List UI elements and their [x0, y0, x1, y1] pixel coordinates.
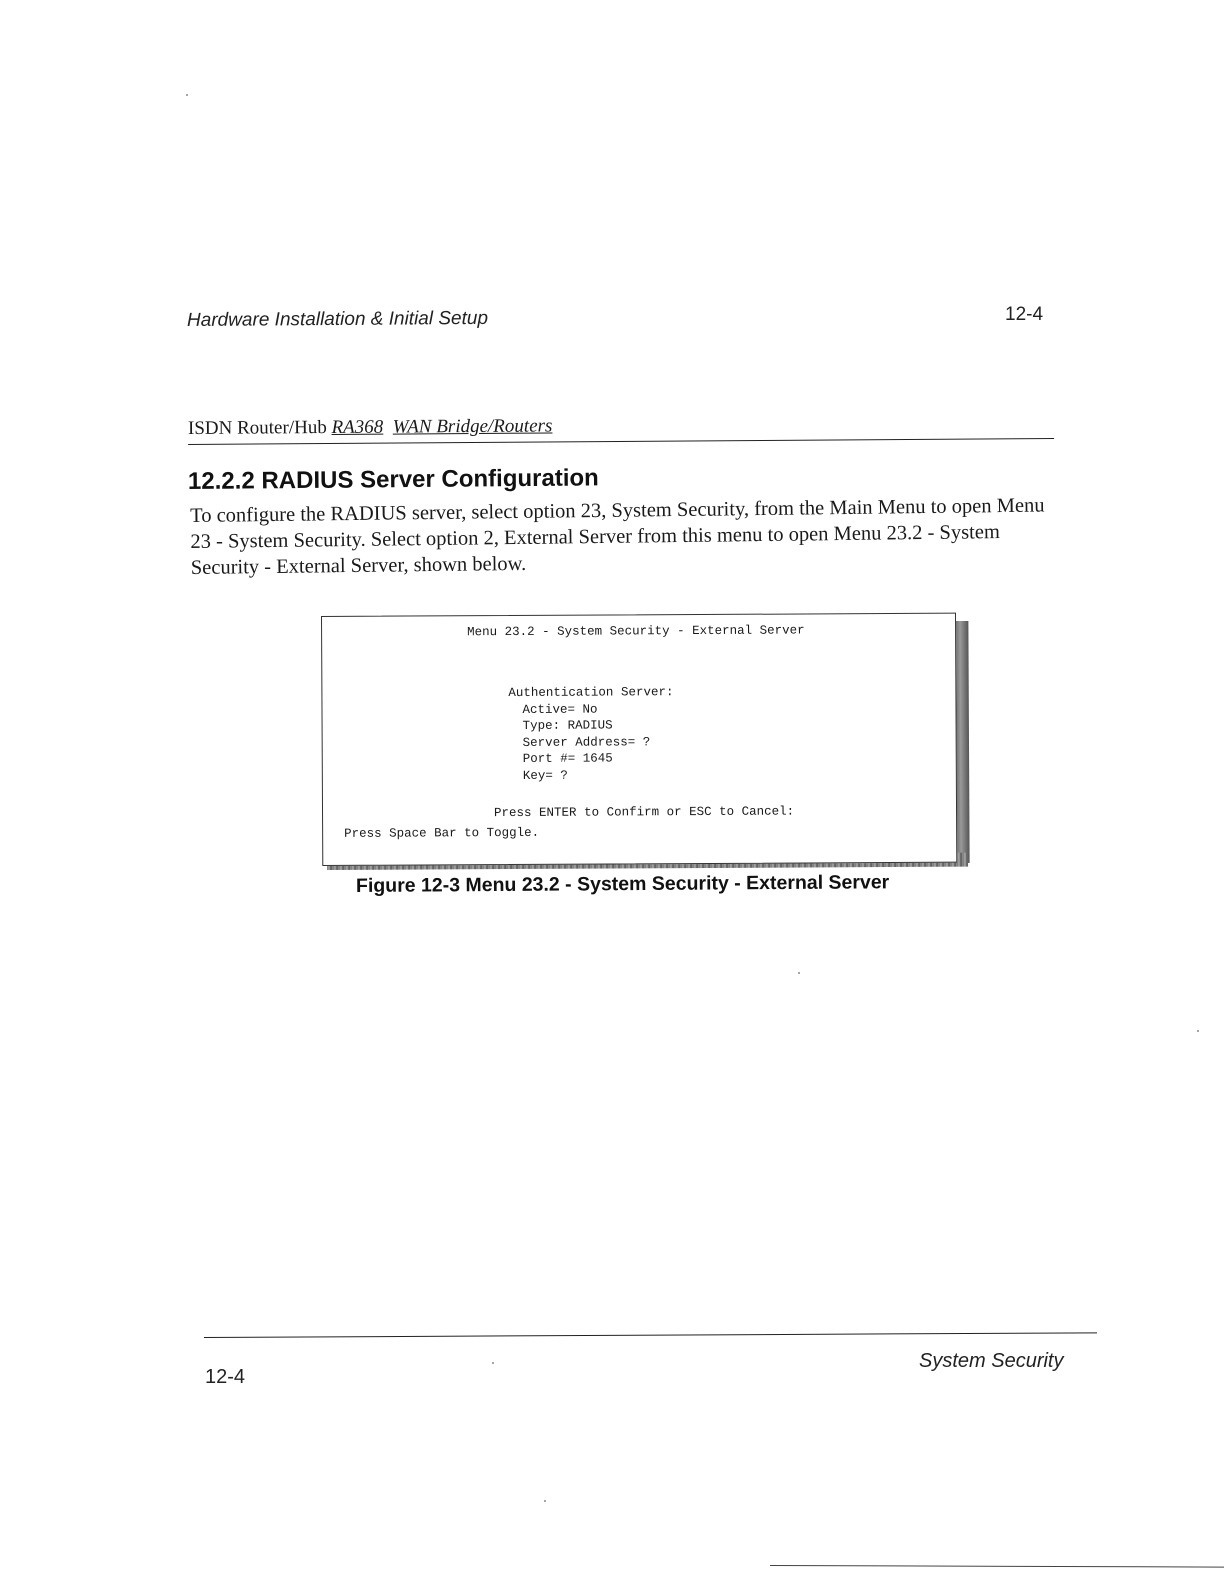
field-port: Port #= 1645 — [522, 751, 613, 766]
terminal-screen — [321, 613, 957, 866]
field-key: Key= ? — [522, 768, 568, 783]
toggle-hint: Press Space Bar to Toggle. — [344, 825, 540, 841]
scan-speck — [492, 1362, 494, 1364]
field-active: Active= No — [522, 702, 598, 717]
header-page-number: 12-4 — [1005, 304, 1044, 325]
footer-page-number: 12-4 — [205, 1366, 246, 1388]
product-name — [188, 415, 553, 439]
field-server-address: Server Address= ? — [522, 735, 651, 750]
section-heading: 12.2.2 RADIUS Server Configuration — [187, 464, 599, 495]
scan-speck — [798, 972, 800, 974]
scan-speck — [186, 94, 188, 96]
section-paragraph: To configure the RADIUS server, select option 23, System Security, from the Main Menu to open Menu 23 - System Security. Select option 2, External Server from this menu to open Menu 23.2 - System Security - External Server, shown below. — [190, 494, 1045, 579]
product-plain-text: ISDN Router/Hub — [187, 416, 332, 439]
confirm-prompt: Press ENTER to Confirm or ESC to Cancel: — [493, 804, 795, 821]
scan-speck — [544, 1500, 546, 1502]
auth-server-heading: Authentication Server: — [508, 685, 674, 701]
footer-rule — [204, 1332, 1097, 1338]
footer-chapter-title: System Security — [919, 1350, 1064, 1372]
product-header-line — [188, 412, 1054, 445]
product-family: WAN Bridge/Routers — [392, 415, 553, 438]
running-header-title: Hardware Installation & Initial Setup — [186, 307, 489, 331]
scan-speck — [1197, 1030, 1199, 1032]
screen-title: Menu 23.2 - System Security - External Server — [467, 623, 805, 640]
field-type: Type: RADIUS — [522, 718, 613, 733]
scan-edge-line — [770, 1565, 1224, 1568]
figure-caption: Figure 12-3 Menu 23.2 - System Security - External Server — [355, 871, 890, 897]
product-model: RA368 — [331, 416, 384, 438]
